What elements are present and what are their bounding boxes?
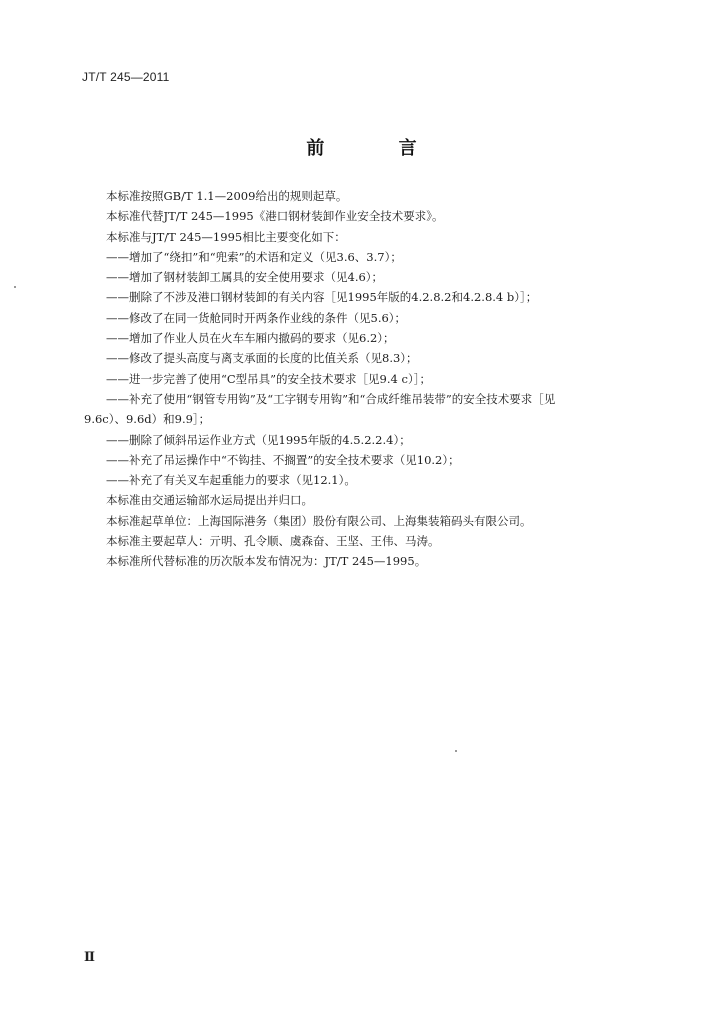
- change-item: ——删除了倾斜吊运作业方式（见1995年版的4.5.2.2.4）；: [106, 432, 411, 447]
- foreword-body: [84, 186, 664, 572]
- change-item-continuation: 9.6c）、9.6d）和9.9］；: [84, 412, 211, 427]
- standard-code: JT/T 245—2011: [82, 70, 170, 84]
- paragraph-history: 本标准所代替标准的历次版本发布情况为：JT/T 245—1995。: [106, 554, 427, 569]
- change-item: ——增加了“绕扣”和“兜索”的术语和定义（见3.6、3.7）；: [106, 249, 402, 264]
- page-title: 前 言: [306, 138, 451, 159]
- change-item: ——删除了不涉及港口钢材装卸的有关内容［见1995年版的4.2.8.2和4.2.8.4 b）］；: [106, 290, 538, 305]
- change-item: ——修改了在同一货舱同时开两条作业线的条件（见5.6）；: [106, 310, 407, 325]
- change-item: ——补充了有关叉车起重能力的要求（见12.1）。: [106, 473, 356, 488]
- change-item: ——进一步完善了使用“C型吊具”的安全技术要求［见9.4 c）］；: [106, 371, 431, 386]
- page-number: Ⅱ: [84, 950, 95, 965]
- change-item: ——增加了作业人员在火车车厢内撤码的要求（见6.2）；: [106, 331, 395, 346]
- change-item: ——补充了使用“钢管专用钩”及“工字钢专用钩”和“合成纤维吊装带”的安全技术要求［见: [106, 391, 556, 406]
- paragraph-drafting-rules: 本标准按照GB/T 1.1—2009给出的规则起草。: [106, 189, 348, 203]
- paragraph-drafting-units: 本标准起草单位：上海国际港务（集团）股份有限公司、上海集装箱码头有限公司。: [106, 513, 532, 528]
- paragraph-proposer: 本标准由交通运输部水运局提出并归口。: [106, 493, 313, 508]
- change-item: ——修改了提头高度与离支承面的长度的比值关系（见8.3）；: [106, 351, 418, 366]
- change-item: ——增加了钢材装卸工属具的安全使用要求（见4.6）；: [106, 270, 384, 285]
- paragraph-drafters: 本标准主要起草人：亓明、孔令顺、虞森奋、王坚、王伟、马涛。: [106, 534, 440, 549]
- paragraph-replaces: 本标准代替JT/T 245—1995《港口钢材装卸作业安全技术要求》。: [106, 209, 444, 224]
- scan-speck: [455, 750, 457, 752]
- change-item: ——补充了吊运操作中“不钩挂、不搁置”的安全技术要求（见10.2）；: [106, 452, 460, 467]
- scan-speck: [14, 286, 16, 288]
- paragraph-changes-intro: 本标准与JT/T 245—1995相比主要变化如下：: [106, 229, 346, 244]
